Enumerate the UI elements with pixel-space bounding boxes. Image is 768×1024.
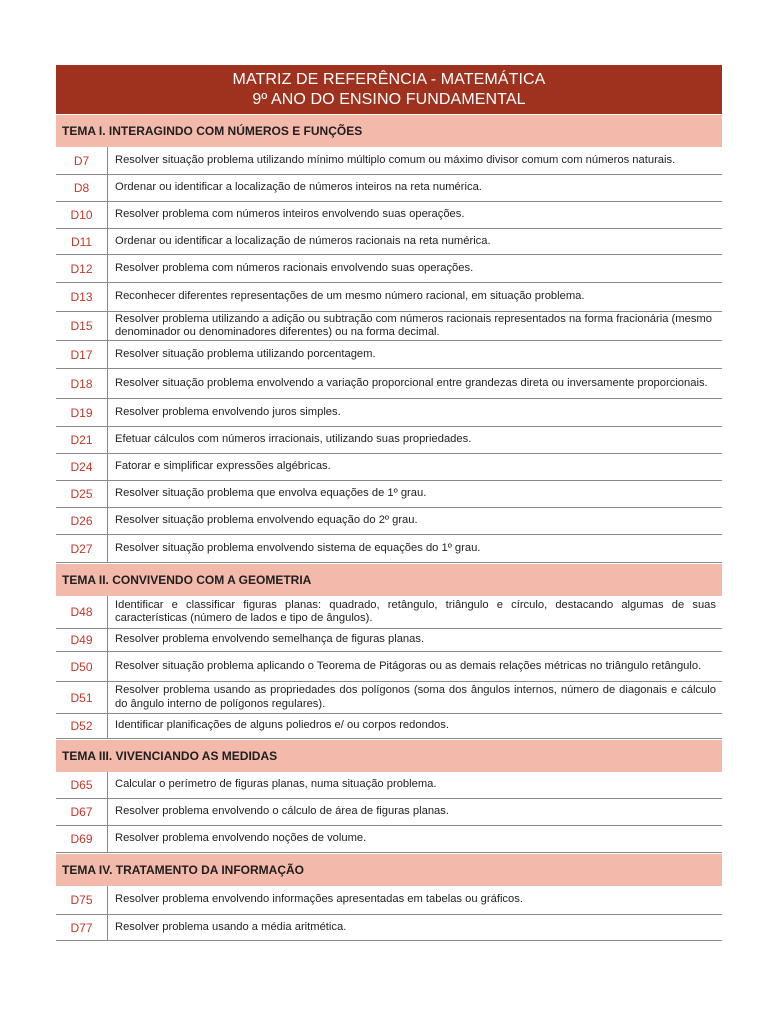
descriptor-row [56,399,722,427]
descriptor-text-content: Efetuar cálculos com números irracionais, utilizando suas propriedades. [115,433,472,446]
descriptor-text [108,255,722,282]
descriptor-code: D13 [56,283,108,311]
descriptor-text-content: Reconhecer diferentes representações de um mesmo número racional, em situação problema. [115,290,585,303]
descriptor-text [108,682,722,713]
descriptor-text [108,427,722,453]
descriptor-text-content: Resolver situação problema envolvendo sistema de equações do 1º grau. [115,541,481,554]
descriptor-row [56,481,722,508]
descriptor-row [56,427,722,454]
descriptor-code: D17 [56,341,108,368]
descriptor-text [108,481,722,507]
descriptor-text [108,202,722,228]
descriptor-text [108,535,722,562]
descriptor-row [56,652,722,682]
descriptor-code: D18 [56,369,108,398]
descriptor-text-content: Resolver problema envolvendo semelhança de figuras planas. [115,633,425,646]
descriptor-text-content: Resolver situação problema envolvendo a variação proporcional entre grandezas direta ou inversamente proporcionais. [115,376,708,389]
descriptor-text [108,283,722,311]
descriptor-text [108,399,722,426]
descriptor-text-content: Resolver problema envolvendo informações apresentadas em tabelas ou gráficos. [115,893,523,906]
descriptor-row [56,508,722,535]
descriptor-text-content: Fatorar e simplificar expressões algébricas. [115,460,331,473]
descriptor-row [56,229,722,255]
descriptor-row [56,175,722,202]
descriptor-code: D15 [56,312,108,340]
descriptor-text-content: Resolver situação problema envolvendo equação do 2º grau. [115,514,418,527]
descriptor-row [56,915,722,941]
descriptor-code: D77 [56,915,108,940]
descriptor-code: D69 [56,826,108,852]
descriptor-text [108,799,722,825]
descriptor-code: D10 [56,202,108,228]
descriptor-row [56,596,722,629]
descriptor-text [108,229,722,254]
descriptor-text-content: Ordenar ou identificar a localização de números inteiros na reta numérica. [115,181,482,194]
descriptor-text [108,341,722,368]
descriptor-text [108,915,722,940]
descriptor-text [108,596,722,628]
title-line-1: MATRIZ DE REFERÊNCIA - MATEMÁTICA [232,70,546,88]
theme-header: TEMA I. INTERAGINDO COM NÚMEROS E FUNÇÕES [56,114,722,147]
descriptor-row [56,682,722,714]
descriptor-code: D49 [56,629,108,651]
descriptor-code: D65 [56,772,108,798]
descriptor-code: D27 [56,535,108,562]
descriptor-code: D24 [56,454,108,480]
descriptor-row [56,312,722,341]
descriptor-text-content: Resolver situação problema utilizando porcentagem. [115,347,376,360]
descriptor-text [108,772,722,798]
descriptor-code: D11 [56,229,108,254]
reference-matrix [56,65,722,941]
descriptor-text-content: Resolver problema usando as propriedades dos polígonos (soma dos ângulos internos, número de diagonais e cálculo do ângulo interno de polígonos regulares). [115,684,716,710]
descriptor-row [56,535,722,563]
descriptor-text-content: Resolver problema com números racionais envolvendo suas operações. [115,261,474,274]
descriptor-text-content: Resolver problema envolvendo o cálculo de área de figuras planas. [115,805,449,818]
descriptor-row [56,202,722,229]
descriptor-text-content: Ordenar ou identificar a localização de números racionais na reta numérica. [115,234,491,247]
descriptor-row [56,255,722,283]
descriptor-row [56,629,722,652]
descriptor-row [56,283,722,312]
descriptor-row [56,714,722,739]
descriptor-text [108,652,722,681]
descriptor-code: D26 [56,508,108,534]
descriptor-text-content: Calcular o perímetro de figuras planas, numa situação problema. [115,778,437,791]
descriptor-row [56,772,722,799]
descriptor-code: D19 [56,399,108,426]
descriptor-text-content: Resolver problema envolvendo noções de volume. [115,832,367,845]
descriptor-text-content: Resolver situação problema que envolva equações de 1º grau. [115,487,427,500]
theme-header: TEMA IV. TRATAMENTO DA INFORMAÇÃO [56,853,722,886]
descriptor-text [108,629,722,651]
descriptor-text-content: Identificar planificações de alguns poliedros e/ ou corpos redondos. [115,719,449,732]
descriptor-code: D8 [56,175,108,201]
descriptor-row [56,886,722,915]
descriptor-text [108,312,722,340]
descriptor-text-content: Resolver problema envolvendo juros simples. [115,405,341,418]
descriptor-text [108,454,722,480]
descriptor-row [56,369,722,399]
descriptor-text [108,508,722,534]
descriptor-code: D48 [56,596,108,628]
descriptor-row [56,799,722,826]
descriptor-text [108,714,722,738]
descriptor-text [108,826,722,852]
descriptor-row [56,341,722,369]
theme-header: TEMA III. VIVENCIANDO AS MEDIDAS [56,739,722,772]
descriptor-code: D21 [56,427,108,453]
descriptor-text-content: Resolver problema com números inteiros envolvendo suas operações. [115,208,465,221]
descriptor-text [108,147,722,174]
theme-header: TEMA II. CONVIVENDO COM A GEOMETRIA [56,563,722,596]
descriptor-text-content: Resolver situação problema utilizando mínimo múltiplo comum ou máximo divisor comum com números naturais. [115,153,676,166]
descriptor-code: D12 [56,255,108,282]
themes-container [56,114,722,941]
title-line-2: 9º ANO DO ENSINO FUNDAMENTAL [252,90,526,108]
descriptor-text-content: Resolver problema usando a média aritmética. [115,920,347,933]
descriptor-code: D67 [56,799,108,825]
descriptor-text-content: Identificar e classificar figuras planas: quadrado, retângulo, triângulo e círculo, destacando algumas de suas características (número de lados e tipo de ângulos). [115,598,716,624]
descriptor-text [108,369,722,398]
descriptor-text-content: Resolver problema utilizando a adição ou subtração com números racionais representados na forma fracionária (mesmo denominador ou denominadores diferentes) ou na forma decimal. [115,312,712,338]
descriptor-code: D50 [56,652,108,681]
descriptor-code: D7 [56,147,108,174]
descriptor-code: D52 [56,714,108,738]
descriptor-code: D51 [56,682,108,713]
descriptor-text-content: Resolver situação problema aplicando o Teorema de Pitágoras ou as demais relações métricas no triângulo retângulo. [115,659,702,672]
descriptor-row [56,147,722,175]
descriptor-row [56,826,722,853]
descriptor-text [108,175,722,201]
descriptor-text [108,886,722,914]
descriptor-code: D75 [56,886,108,914]
matrix-title [56,65,722,114]
descriptor-row [56,454,722,481]
descriptor-code: D25 [56,481,108,507]
